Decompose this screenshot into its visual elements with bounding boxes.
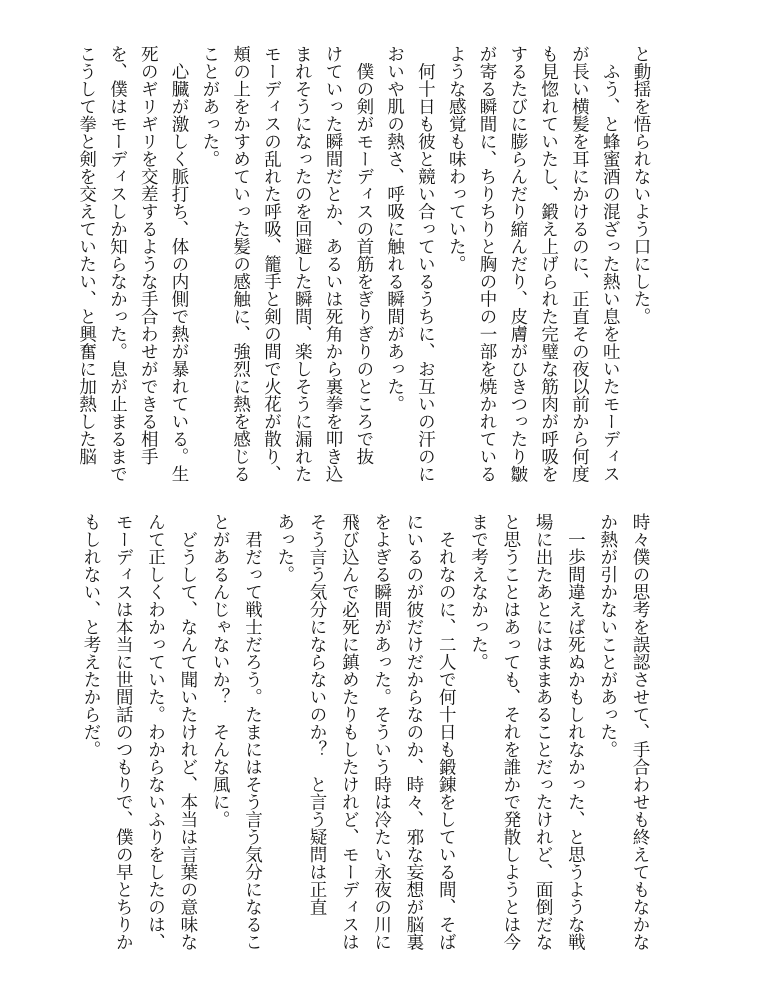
text-line: ふう、と蜂蜜酒の混ざった熱い息を吐いたモーディス [600, 45, 621, 483]
text-line: 君だって戦士だろう。たまにはそう言う気分になるこ [242, 513, 263, 951]
text-line: も見惚れていたし、鍛え上げられた完璧な筋肉が呼吸を [538, 45, 559, 483]
text-line: 飛び込んで必死に鎮めたりもしたけれど、モーディスは [339, 513, 360, 951]
text-line: どうして、なんて聞いたけれど、本当は言葉の意味な [177, 513, 198, 951]
text-line: まで考えなかった。 [468, 513, 489, 671]
text-line: んて正しくわかっていた。わからないふりをしたのは、 [145, 513, 166, 951]
text-line: あった。 [274, 513, 295, 583]
text-line: おいや肌の熱さ、呼吸に触れる瞬間があった。 [384, 45, 405, 413]
text-line: するたびに膨らんだり縮んだり、皮膚がひきつったり皺 [507, 45, 528, 483]
text-line: こうして拳と剣を交えていたい、と興奮に加熱した脳 [76, 45, 97, 465]
text-line: をよぎる瞬間があった。そういう時は冷たい永夜の川に [371, 513, 392, 951]
text-line: 死のギリギリを交差するような手合わせができる相手 [138, 45, 159, 465]
text-line: 時々僕の思考を誤認させて、手合わせも終えてもなかな [630, 513, 650, 951]
text-line: まれそうになったのを回避した瞬間、楽しそうに漏れた [292, 45, 313, 483]
text-line: が寄る瞬間に、ちりちりと胸の中の一部を焼かれている [477, 45, 498, 483]
text-line: と思うことはあっても、それを誰かで発散しようとは今 [500, 513, 521, 951]
text-line: モーディスは本当に世間話のつもりで、僕の早とちりか [113, 513, 134, 951]
text-line: モーディスの乱れた呼吸、籠手と剣の間で火花が散り、 [261, 45, 282, 483]
text-line: 場に出たあとにはままあることだったけれど、面倒だな [533, 513, 554, 951]
text-line: もしれない、と考えたからだ。 [80, 513, 101, 758]
text-line: ことがあった。 [199, 45, 220, 168]
text-line: にいるのが彼だけだからなのか、時々、邪な妄想が脳裏 [403, 513, 424, 951]
text-block-bottom [75, 513, 656, 963]
text-line: が長い横髪を耳にかけるのに、正直その夜以前から何度 [569, 45, 590, 483]
text-line: を、僕はモーディスしか知らなかった。息が止まるまで [107, 45, 128, 483]
text-line: 心臓が激しく脈打ち、体の内側で熱が暴れている。生 [169, 45, 190, 483]
text-line: か熱が引かないことがあった。 [597, 513, 618, 758]
text-line: 何十日も彼と競い合っているうちに、お互いの汗のに [415, 45, 436, 483]
text-block-top [71, 45, 656, 490]
text-line: そう言う気分にならないのか？ と言う疑問は正直 [307, 513, 328, 916]
text-line: ような感覚も味わっていた。 [446, 45, 467, 273]
text-line: けていった瞬間だとか、あるいは死角から裏拳を叩き込 [323, 45, 344, 483]
text-line: 僕の剣がモーディスの首筋をぎりぎりのところで抜 [353, 45, 374, 465]
text-line: とがあるんじゃないか？ そんな風に。 [210, 513, 231, 828]
text-line: それなのに、二人で何十日も鍛錬をしている間、そば [436, 513, 457, 951]
text-line: と動揺を悟られないよう口にした。 [631, 45, 651, 325]
text-line: 頬の上をかすめていった髪の感触に、強烈に熱を感じる [230, 45, 251, 483]
text-line: 一歩間違えば死ぬかもしれなかった、と思うような戦 [565, 513, 586, 951]
